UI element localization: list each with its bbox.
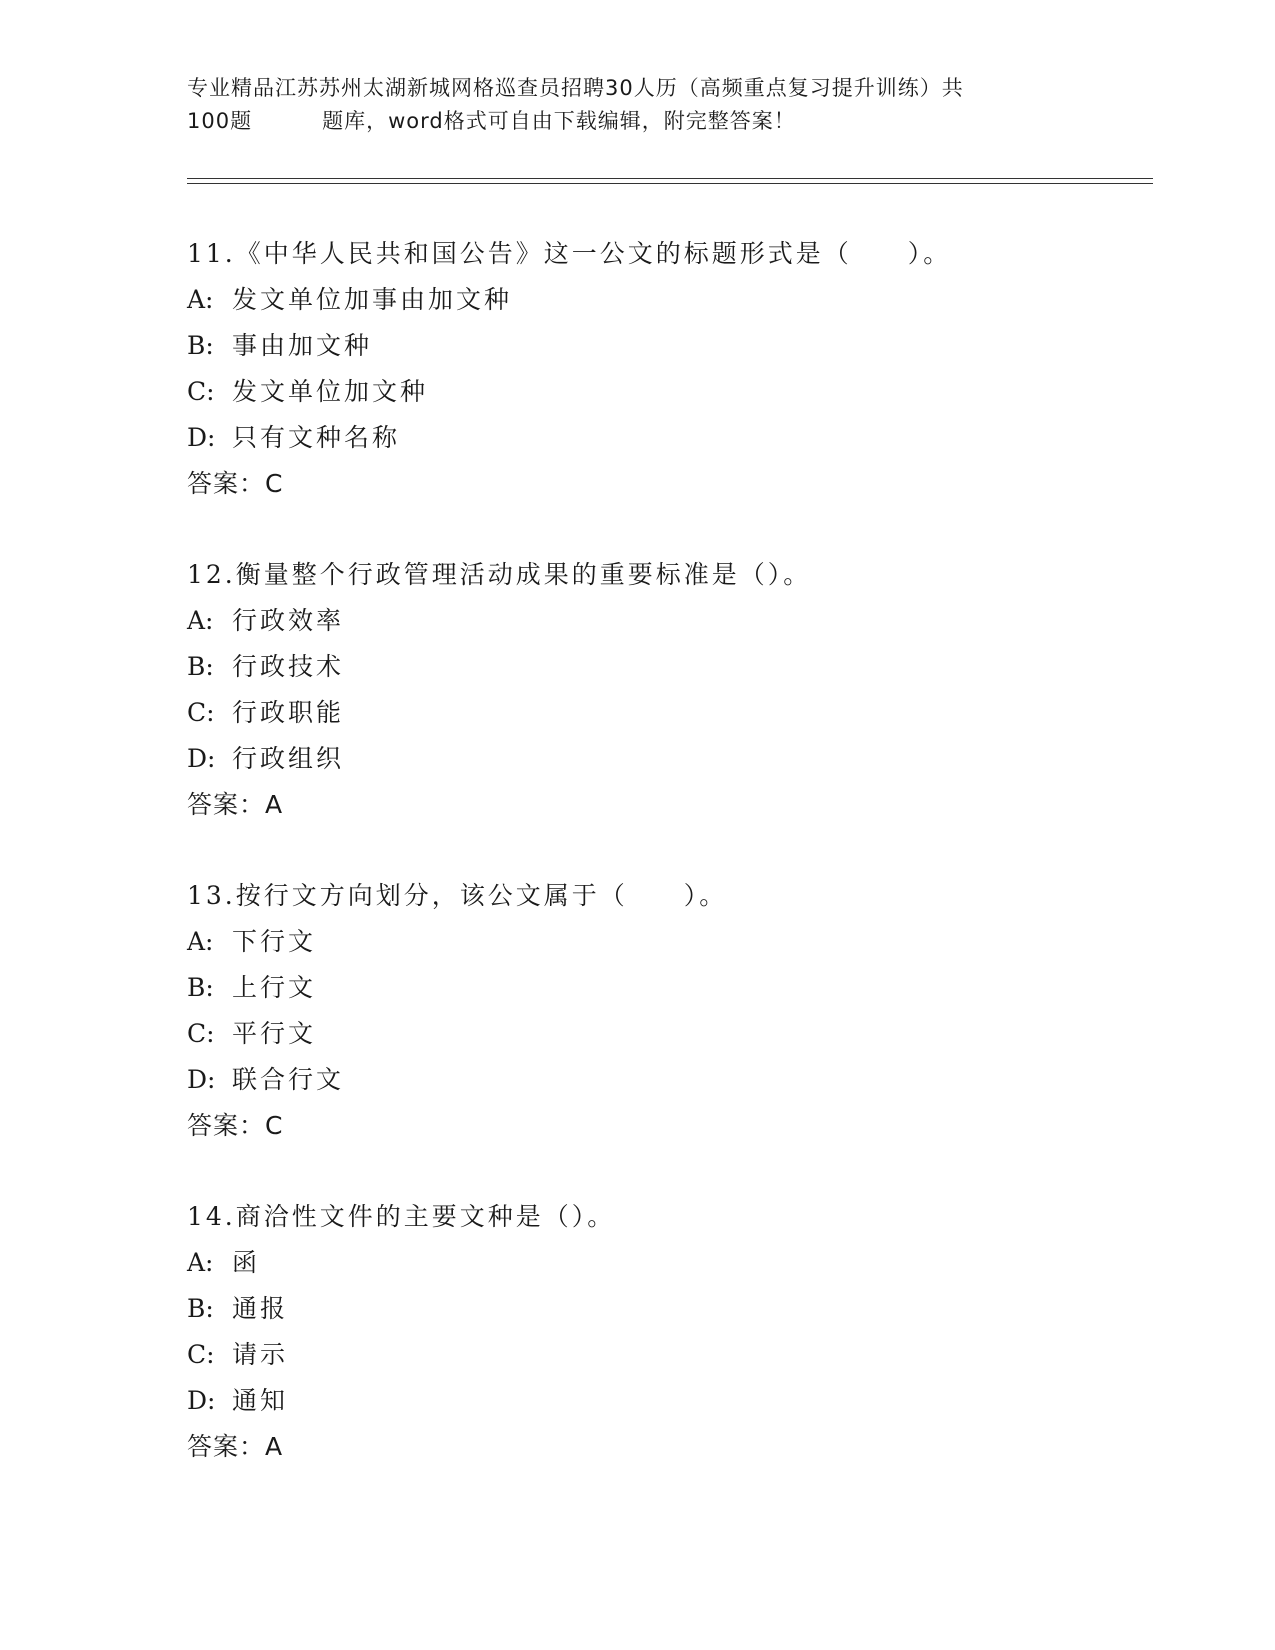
question-stem: 13.按行文方向划分，该公文属于（ ）。 — [187, 881, 728, 910]
option-b — [187, 323, 1147, 369]
option-text: 事由加文种 — [232, 331, 373, 360]
option-text: 行政组织 — [232, 744, 345, 773]
option-key: C: — [187, 1019, 215, 1048]
option-b — [187, 1286, 1147, 1332]
header-divider-top — [187, 178, 1153, 179]
option-text: 发文单位加事由加文种 — [232, 285, 513, 314]
option-text: 平行文 — [232, 1019, 317, 1048]
option-b — [187, 644, 1147, 690]
question-stem: 11.《中华人民共和国公告》这一公文的标题形式是（ ）。 — [187, 239, 952, 268]
question-block — [187, 873, 1147, 1149]
option-text: 通报 — [232, 1294, 289, 1323]
question-block — [187, 1194, 1147, 1470]
option-text: 请示 — [232, 1340, 289, 1369]
option-key: A: — [187, 1248, 214, 1277]
answer-line: 答案：C — [187, 1111, 284, 1140]
answer-line: 答案：A — [187, 1432, 284, 1461]
header-divider-bottom — [187, 183, 1153, 184]
document-header — [187, 72, 1087, 138]
option-key: B: — [187, 331, 214, 360]
option-key: D: — [187, 423, 216, 452]
option-text: 行政效率 — [232, 606, 345, 635]
option-key: D: — [187, 1065, 216, 1094]
header-line-1: 专业精品江苏苏州太湖新城网格巡查员招聘30人历（高频重点复习提升训练）共 — [187, 76, 964, 100]
option-b — [187, 965, 1147, 1011]
option-a — [187, 277, 1147, 323]
option-c — [187, 690, 1147, 736]
option-c — [187, 1332, 1147, 1378]
option-key: A: — [187, 606, 214, 635]
option-key: C: — [187, 377, 215, 406]
option-c — [187, 1011, 1147, 1057]
option-text: 联合行文 — [232, 1065, 345, 1094]
option-key: B: — [187, 973, 214, 1002]
option-text: 发文单位加文种 — [232, 377, 429, 406]
option-d — [187, 415, 1147, 461]
option-text: 行政技术 — [232, 652, 345, 681]
answer-line: 答案：A — [187, 790, 284, 819]
option-a — [187, 1240, 1147, 1286]
option-key: B: — [187, 1294, 214, 1323]
question-block — [187, 231, 1147, 507]
option-key: C: — [187, 1340, 215, 1369]
option-text: 下行文 — [232, 927, 317, 956]
option-d — [187, 1057, 1147, 1103]
question-block — [187, 552, 1147, 828]
header-line-2 — [187, 105, 1087, 138]
option-text: 通知 — [232, 1386, 289, 1415]
answer-line: 答案：C — [187, 469, 284, 498]
header-line-2-text: 题库，word格式可自由下载编辑，附完整答案！ — [322, 109, 796, 133]
option-c — [187, 369, 1147, 415]
option-key: C: — [187, 698, 215, 727]
option-key: A: — [187, 927, 214, 956]
option-a — [187, 919, 1147, 965]
option-key: A: — [187, 285, 214, 314]
option-a — [187, 598, 1147, 644]
option-text: 函 — [232, 1248, 261, 1277]
question-stem: 14.商洽性文件的主要文种是（）。 — [187, 1202, 616, 1231]
option-key: D: — [187, 744, 216, 773]
option-text: 行政职能 — [232, 698, 345, 727]
option-key: D: — [187, 1386, 216, 1415]
option-text: 只有文种名称 — [232, 423, 401, 452]
option-key: B: — [187, 652, 214, 681]
option-d — [187, 1378, 1147, 1424]
option-d — [187, 736, 1147, 782]
option-text: 上行文 — [232, 973, 317, 1002]
question-stem: 12.衡量整个行政管理活动成果的重要标准是（）。 — [187, 560, 812, 589]
header-line-2-count: 100题 — [187, 109, 253, 133]
